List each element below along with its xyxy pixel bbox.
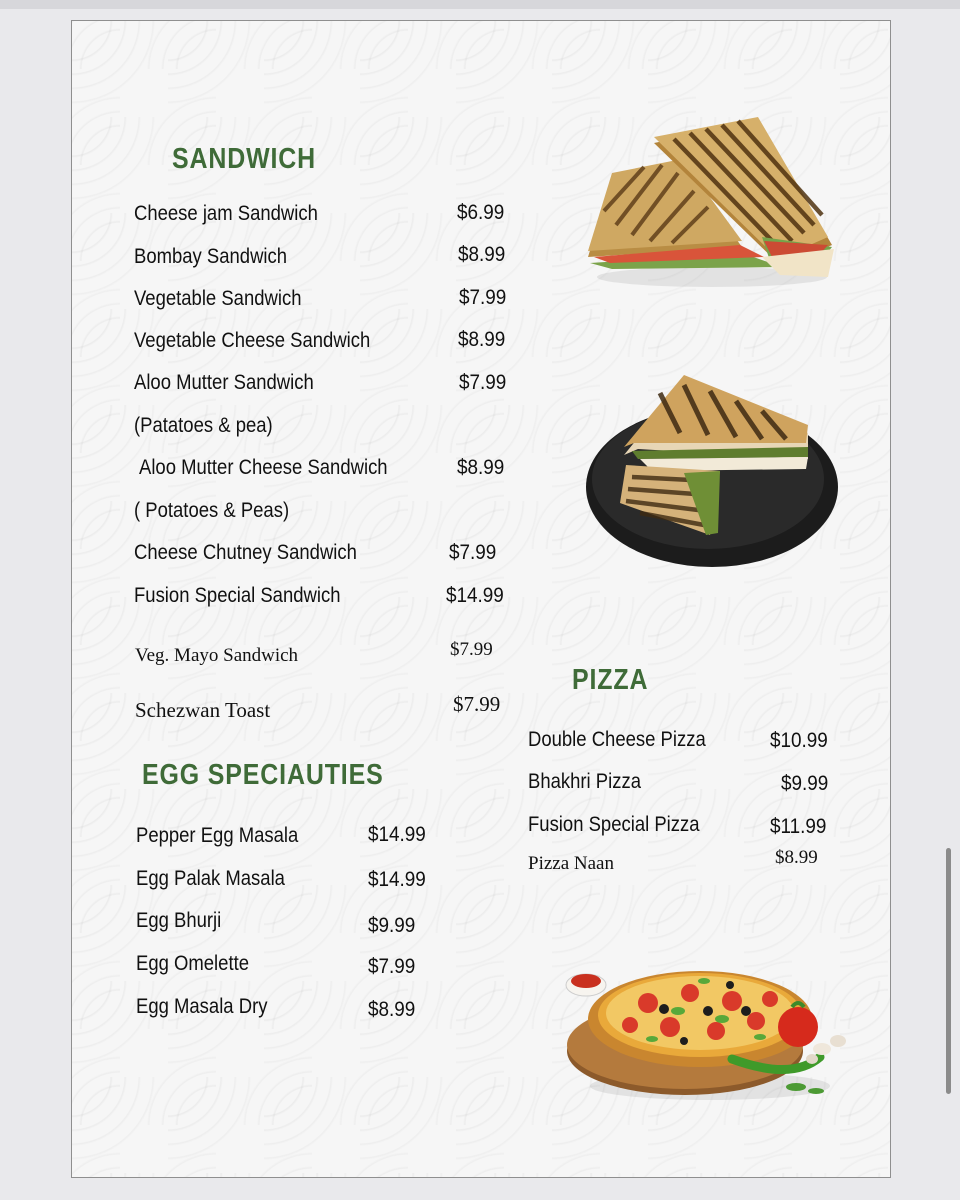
menu-item-price: $6.99 bbox=[457, 201, 505, 224]
menu-item-price: $7.99 bbox=[449, 541, 497, 564]
menu-item-price: $10.99 bbox=[770, 729, 828, 752]
scrollbar[interactable] bbox=[946, 848, 951, 1094]
pizza-section-title: PIZZA bbox=[572, 664, 649, 696]
top-strip bbox=[0, 0, 960, 9]
menu-item-price: $14.99 bbox=[368, 823, 426, 846]
menu-item-price: $7.99 bbox=[450, 639, 493, 660]
menu-item-name: Egg Bhurji bbox=[136, 909, 222, 932]
menu-item-price: $9.99 bbox=[781, 772, 829, 795]
menu-item-name: Cheese jam Sandwich bbox=[134, 202, 318, 225]
menu-item-price: $8.99 bbox=[458, 243, 506, 266]
menu-item-price: $7.99 bbox=[459, 286, 507, 309]
menu-item-name: Pepper Egg Masala bbox=[136, 824, 299, 847]
menu-item-price: $8.99 bbox=[457, 456, 505, 479]
sandwich-section-title: SANDWICH bbox=[172, 143, 317, 175]
menu-item-note: (Patatoes & pea) bbox=[134, 414, 273, 437]
menu-item-name: Bhakhri Pizza bbox=[528, 770, 641, 793]
menu-item-price: $14.99 bbox=[446, 584, 504, 607]
menu-item-name: Pizza Naan bbox=[528, 853, 614, 874]
pizza-on-board-icon bbox=[560, 941, 860, 1106]
menu-item-price: $11.99 bbox=[770, 815, 827, 838]
egg-section-title: EGG SPECIAUTIES bbox=[142, 759, 384, 791]
menu-item-price: $8.99 bbox=[775, 847, 818, 868]
grilled-sandwich-icon bbox=[582, 117, 842, 292]
menu-item-name: Aloo Mutter Sandwich bbox=[134, 371, 314, 394]
menu-item-price: $8.99 bbox=[458, 328, 506, 351]
menu-item-name: Fusion Special Sandwich bbox=[134, 584, 341, 607]
menu-item-name: Fusion Special Pizza bbox=[528, 813, 700, 836]
menu-item-name: Bombay Sandwich bbox=[134, 245, 288, 268]
menu-item-name: Aloo Mutter Cheese Sandwich bbox=[139, 456, 388, 479]
menu-item-name: Egg Omelette bbox=[136, 952, 249, 975]
menu-page bbox=[71, 20, 891, 1178]
menu-item-name: Egg Palak Masala bbox=[136, 867, 285, 890]
menu-item-name: Cheese Chutney Sandwich bbox=[134, 541, 357, 564]
menu-item-price: $8.99 bbox=[368, 998, 416, 1021]
menu-item-name: Double Cheese Pizza bbox=[528, 728, 706, 751]
menu-item-price: $7.99 bbox=[453, 692, 501, 716]
menu-item-name: Schezwan Toast bbox=[135, 698, 271, 722]
menu-item-price: $9.99 bbox=[368, 914, 416, 937]
menu-item-price: $14.99 bbox=[368, 868, 426, 891]
menu-item-price: $7.99 bbox=[459, 371, 507, 394]
menu-item-name: Vegetable Sandwich bbox=[134, 287, 302, 310]
sandwich-on-plate-icon bbox=[580, 373, 838, 568]
menu-item-name: Veg. Mayo Sandwich bbox=[135, 645, 299, 666]
menu-item-name: Egg Masala Dry bbox=[136, 995, 268, 1018]
menu-item-note: ( Potatoes & Peas) bbox=[134, 499, 290, 522]
menu-item-price: $7.99 bbox=[368, 955, 416, 978]
menu-item-name: Vegetable Cheese Sandwich bbox=[134, 329, 371, 352]
